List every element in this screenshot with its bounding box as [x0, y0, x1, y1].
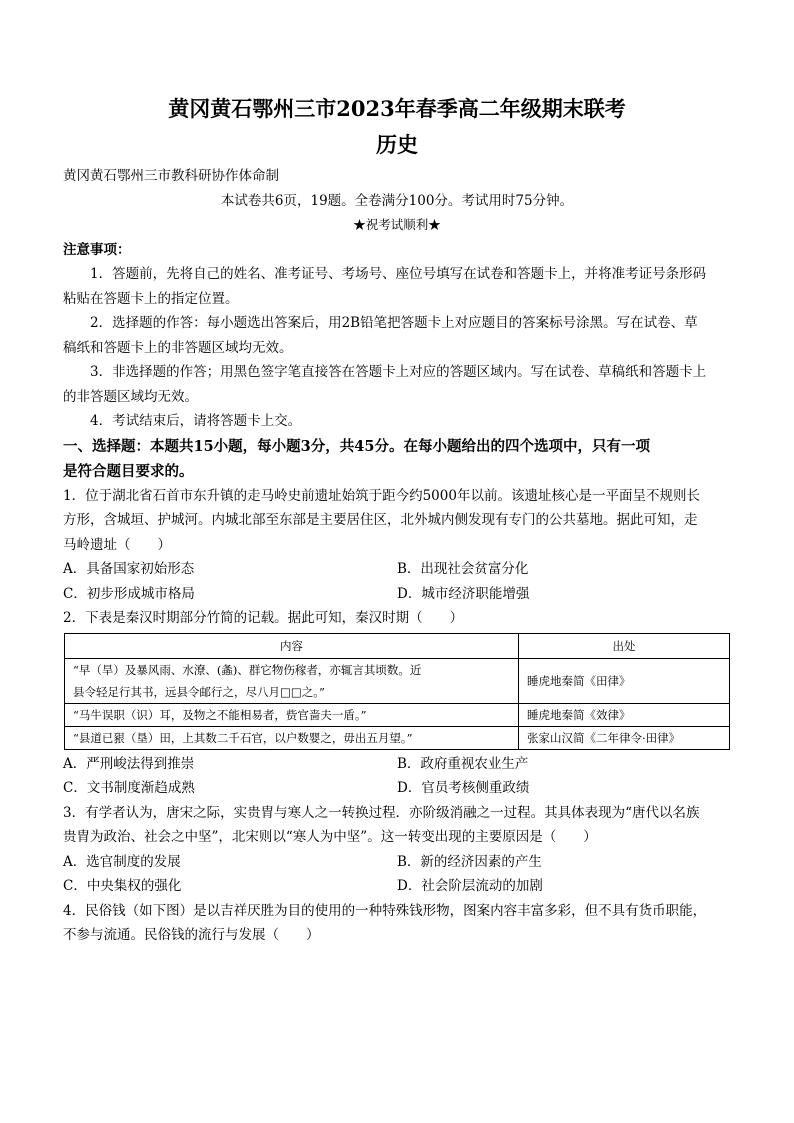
- table-cell-source: 睡虎地秦简《田律》: [519, 658, 730, 703]
- cell-text: “县道已豤（垦）田，上其数二千石官，以户数婴之，毋出五月望。”: [73, 730, 413, 745]
- question-text: 4．民俗钱（如下图）是以吉祥厌胜为目的使用的一种特殊钱形物，图案内容丰富多彩，但不具有货币职能，: [63, 902, 707, 919]
- option-row: [63, 752, 731, 777]
- note-line: 4．考试结束后，请将答题卡上交。: [90, 413, 302, 429]
- note-line: 1．答题前，先将自己的姓名、准考证号、考场号、座位号填写在试卷和答题卡上，并将准考证号条形码: [90, 266, 707, 282]
- question-text: 不参与流通。民俗钱的流行与发展（ ）: [63, 927, 320, 943]
- option-a: A．具备国家初始形态: [63, 561, 195, 577]
- option-row: [63, 582, 731, 607]
- cell-text: “早（旱）及暴风雨、水潦、(螽)、群它物伤稼者，亦辄言其顷数。近: [73, 662, 422, 677]
- option-a: A．严刑峻法得到推崇: [63, 755, 195, 772]
- note-line: 粘贴在答题卡上的指定位置。: [63, 290, 239, 307]
- table-cell-content: [65, 726, 519, 749]
- option-b: B．新的经济因素的产生: [397, 853, 542, 870]
- cell-text: 县令轻足行其书，远县令邮行之，尽八月□□之。”: [73, 684, 325, 699]
- table-cell-source: 睡虎地秦简《效律》: [519, 703, 730, 726]
- option-d: D．社会阶层流动的加剧: [397, 878, 543, 894]
- question-text: 3．有学者认为，唐宋之际，实贵胄与寒人之一转换过程．亦阶级消融之一过程。其具体表现为“唐代以名族: [63, 804, 700, 821]
- exam-organizer: 黄冈黄石鄂州三市教科研协作体命制: [63, 168, 279, 184]
- question-text: 方形，含城垣、护城河。内城北部至东部是主要居住区，北外城内侧发现有专门的公共墓地。据此可知，走: [63, 512, 698, 528]
- question-4: [63, 899, 731, 948]
- cell-text: “马牛误职（识）耳，及物之不能相易者，赀官啬夫一盾。”: [73, 707, 367, 722]
- exam-subject: 历史: [376, 132, 418, 157]
- note-line: 2．选择题的作答：每小题选出答案后，用2B铅笔把答题卡上对应题目的答案标号涂黑。写在试卷、草: [90, 315, 698, 331]
- table-header-content: 内容: [65, 633, 519, 658]
- note-line: 稿纸和答题卡上的非答题区域均无效。: [63, 339, 293, 356]
- question-1: [63, 484, 731, 607]
- option-b: B．出现社会贫富分化: [397, 561, 529, 577]
- question-text: 贵胄为政治、社会之中坚”，北宋则以“寒人为中坚”。这一转变出现的主要原因是（ ）: [63, 829, 597, 845]
- note-line: 3．非选择题的作答；用黑色签字笔直接答在答题卡上对应的答题区域内。写在试卷、草稿纸和答题卡上: [90, 364, 707, 380]
- question-text: 马岭遗址（ ）: [63, 536, 171, 553]
- question-2: [63, 606, 731, 801]
- question-text: 2．下表是秦汉时期部分竹简的记载。据此可知，秦汉时期（ ）: [63, 610, 464, 626]
- option-b: B．政府重视农业生产: [397, 755, 529, 772]
- option-row: [63, 557, 731, 582]
- table-row: [65, 726, 730, 749]
- option-c: C．文书制度渐趋成熟: [63, 780, 195, 796]
- table-row: [65, 703, 730, 726]
- option-row: [63, 776, 731, 801]
- question-3: [63, 801, 731, 899]
- exam-title: 黄冈黄石鄂州三市2023年春季高二年级期末联考: [168, 96, 626, 121]
- section-heading: 一、选择题：本题共15小题，每小题3分，共45分。在每小题给出的四个选项中，只有一项: [63, 437, 650, 455]
- section-heading-cont: 是符合题目要求的。: [63, 462, 194, 480]
- table-cell-content: [65, 658, 519, 703]
- notes-heading: 注意事项：: [63, 241, 131, 258]
- option-a: A．选官制度的发展: [63, 853, 181, 870]
- table-row: [65, 658, 730, 703]
- table-cell-source: 张家山汉简《二年律令·田律》: [519, 726, 730, 749]
- note-line: 的非答题区域均无效。: [63, 388, 198, 405]
- table-header-row: [65, 633, 730, 658]
- exam-info: 本试卷共6页，19题。全卷满分100分。考试用时75分钟。: [220, 192, 574, 209]
- option-c: C．初步形成城市格局: [63, 585, 195, 602]
- option-row: [63, 850, 731, 875]
- table-header-source: 出处: [519, 633, 730, 658]
- option-row: [63, 874, 731, 899]
- bamboo-slip-table: [64, 633, 730, 750]
- question-text: 1．位于湖北省石首市东升镇的走马岭史前遗址始筑于距今约5000年以前。该遗址核心是一平面呈不规则长: [63, 487, 700, 504]
- exam-page: [63, 96, 731, 948]
- option-d: D．城市经济职能增强: [397, 585, 530, 602]
- exam-wish: ★祝考试顺利★: [353, 217, 441, 232]
- table-cell-content: [65, 703, 519, 726]
- option-c: C．中央集权的强化: [63, 878, 182, 894]
- option-d: D．官员考核侧重政绩: [397, 780, 530, 796]
